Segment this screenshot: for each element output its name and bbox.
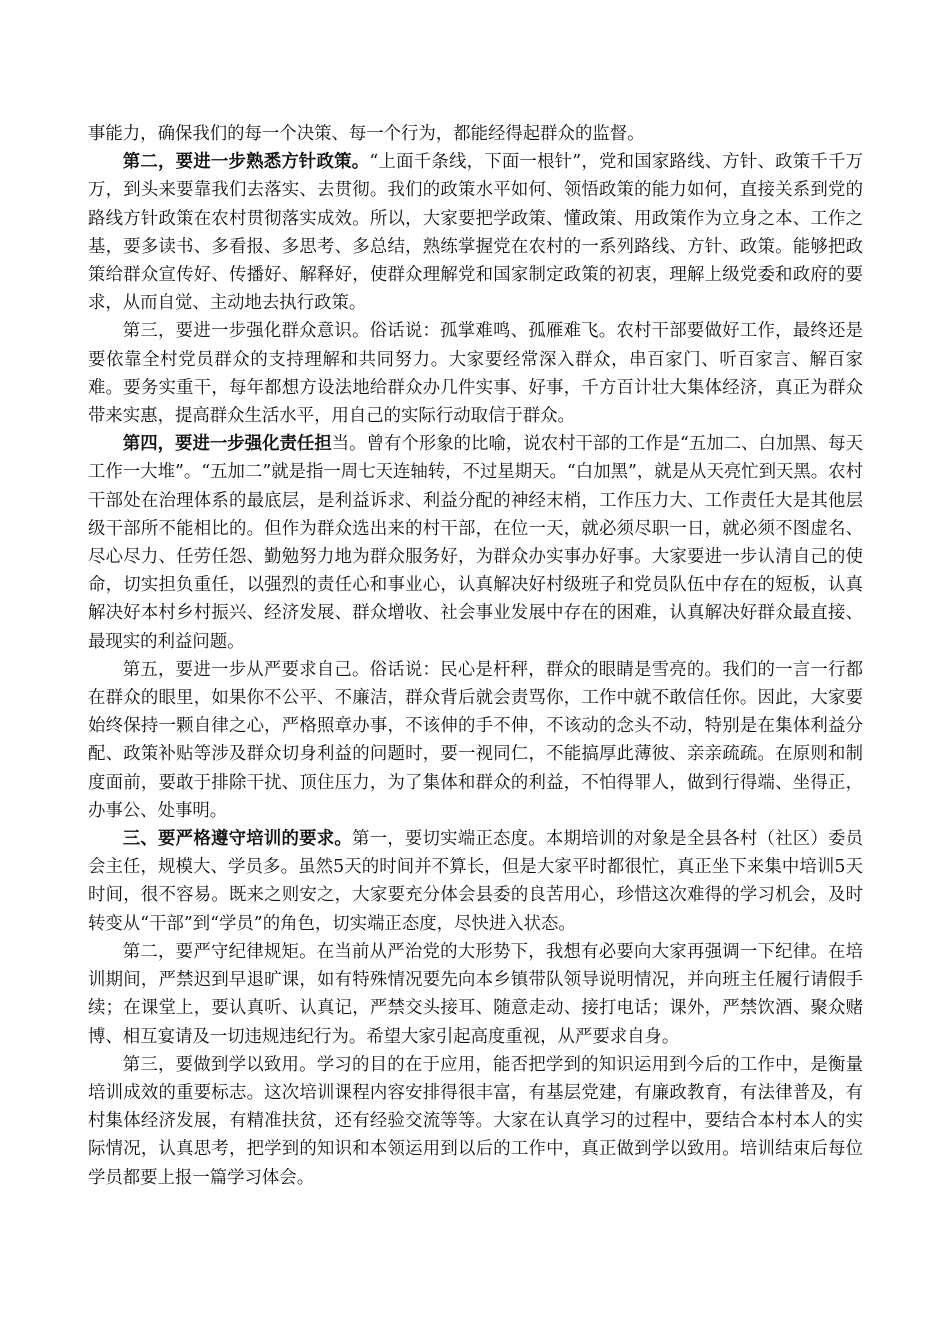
paragraph-text: 事能力，确保我们的每一个决策、每一个行为，都能经得起群众的监督。 [88, 124, 645, 144]
document-page [88, 120, 863, 1192]
paragraph-discipline-rules [88, 938, 863, 1051]
section-heading: 三、要严格遵守培训的要求。 [122, 829, 352, 850]
paragraph-text: 第五，要进一步从严要求自己。俗话说：民心是杆秤，群众的眼睛是雪亮的。我们的一言一行都在群众的眼里，如果你不公平、不廉洁，群众背后就会责骂你，工作中就不敢信任你。因此，大家要始终保持一颗自律之心，严格照章办事，不该伸的手不伸，不该动的念头不动，特别是在集体利益分配、政策补贴等涉及群众切身利益的问题时，要一视同仁，不能搞厚此薄彼、亲亲疏疏。在原则和制度面前，要敢于排除干扰、顶住压力，为了集体和群众的利益，不怕得罪人，做到行得端、坐得正，办事公、处事明。 [88, 659, 863, 821]
paragraph-continuation [88, 120, 863, 148]
paragraph-masses [88, 317, 863, 430]
paragraph-heading: 第二，要进一步熟悉方针政策。 [122, 152, 370, 173]
paragraph-text: 第二，要严守纪律规矩。在当前从严治党的大形势下，我想有必要向大家再强调一下纪律。在培训期间，严禁迟到早退旷课，如有特殊情况要先向本乡镇带队领导说明情况，并向班主任履行请假手续；在课堂上，要认真听、认真记，严禁交头接耳、随意走动、接打电话；课外，严禁饮酒、聚众赌博、相互宴请及一切违规违纪行为。希望大家引起高度重视，从严要求自身。 [88, 941, 863, 1047]
paragraph-apply-learning [88, 1051, 863, 1192]
paragraph-responsibility [88, 430, 863, 656]
paragraph-training-requirements [88, 825, 863, 938]
paragraph-heading: 第四，要进一步强化责任担 [122, 434, 332, 455]
paragraph-self-discipline [88, 656, 863, 825]
paragraph-text: 当。曾有个形象的比喻，说农村干部的工作是“五加二、白加黑、每天工作一大堆”。“五加二”就是指一周七天连轴转，不过星期天。“白加黑”，就是从天亮忙到天黑。农村干部处在治理体系的最底层，是利益诉求、利益分配的神经末梢，工作压力大、工作责任大是其他层级干部所不能相比的。但作为群众选出来的村干部，在位一天，就必须尽职一日，就必须不图虚名、尽心尽力、任劳任怨、勤勉努力地为群众服务好，为群众办实事办好事。大家要进一步认清自己的使命，切实担负重任，以强烈的责任心和事业心，认真解决好村级班子和党员队伍中存在的短板，认真解决好本村乡村振兴、经济发展、群众增收、社会事业发展中存在的困难，认真解决好群众最直接、最现实的利益问题。 [88, 434, 863, 652]
paragraph-text: “上面千条线，下面一根针”，党和国家路线、方针、政策千千万万，到头来要靠我们去落实、去贯彻。我们的政策水平如何、领悟政策的能力如何，直接关系到党的路线方针政策在农村贯彻落实成效。所以，大家要把学政策、懂政策、用政策作为立身之本、工作之基，要多读书、多看报、多思考、多总结，熟练掌握党在农村的一系列路线、方针、政策。能够把政策给群众宣传好、传播好、解释好，使群众理解党和国家制定政策的初衷，理解上级党委和政府的要求，从而自觉、主动地去执行政策。 [88, 152, 863, 314]
paragraph-policy [88, 148, 863, 317]
paragraph-text: 第一，要切实端正态度。本期培训的对象是全县各村（社区）委员会主任，规模大、学员多。虽然5天的时间并不算长，但是大家平时都很忙，真正坐下来集中培训5天时间，很不容易。既来之则安之，大家要充分体会县委的良苦用心，珍惜这次难得的学习机会，及时转变从“干部”到“学员”的角色，切实端正态度，尽快进入状态。 [88, 829, 863, 934]
paragraph-text: 第三，要做到学以致用。学习的目的在于应用，能否把学到的知识运用到今后的工作中，是衡量培训成效的重要标志。这次培训课程内容安排得很丰富，有基层党建，有廉政教育，有法律普及，有村集体经济发展，有精准扶贫，还有经验交流等等。大家在认真学习的过程中，要结合本村本人的实际情况，认真思考，把学到的知识和本领运用到以后的工作中，真正做到学以致用。培训结束后每位学员都要上报一篇学习体会。 [88, 1054, 863, 1188]
paragraph-text: 第三，要进一步强化群众意识。俗话说：孤掌难鸣、孤雁难飞。农村干部要做好工作，最终还是要依靠全村党员群众的支持理解和共同努力。大家要经常深入群众，串百家门、听百家言、解百家难。要务实重干，每年都想方设法地给群众办几件实事、好事，千方百计壮大集体经济，真正为群众带来实惠，提高群众生活水平，用自己的实际行动取信于群众。 [88, 321, 863, 427]
